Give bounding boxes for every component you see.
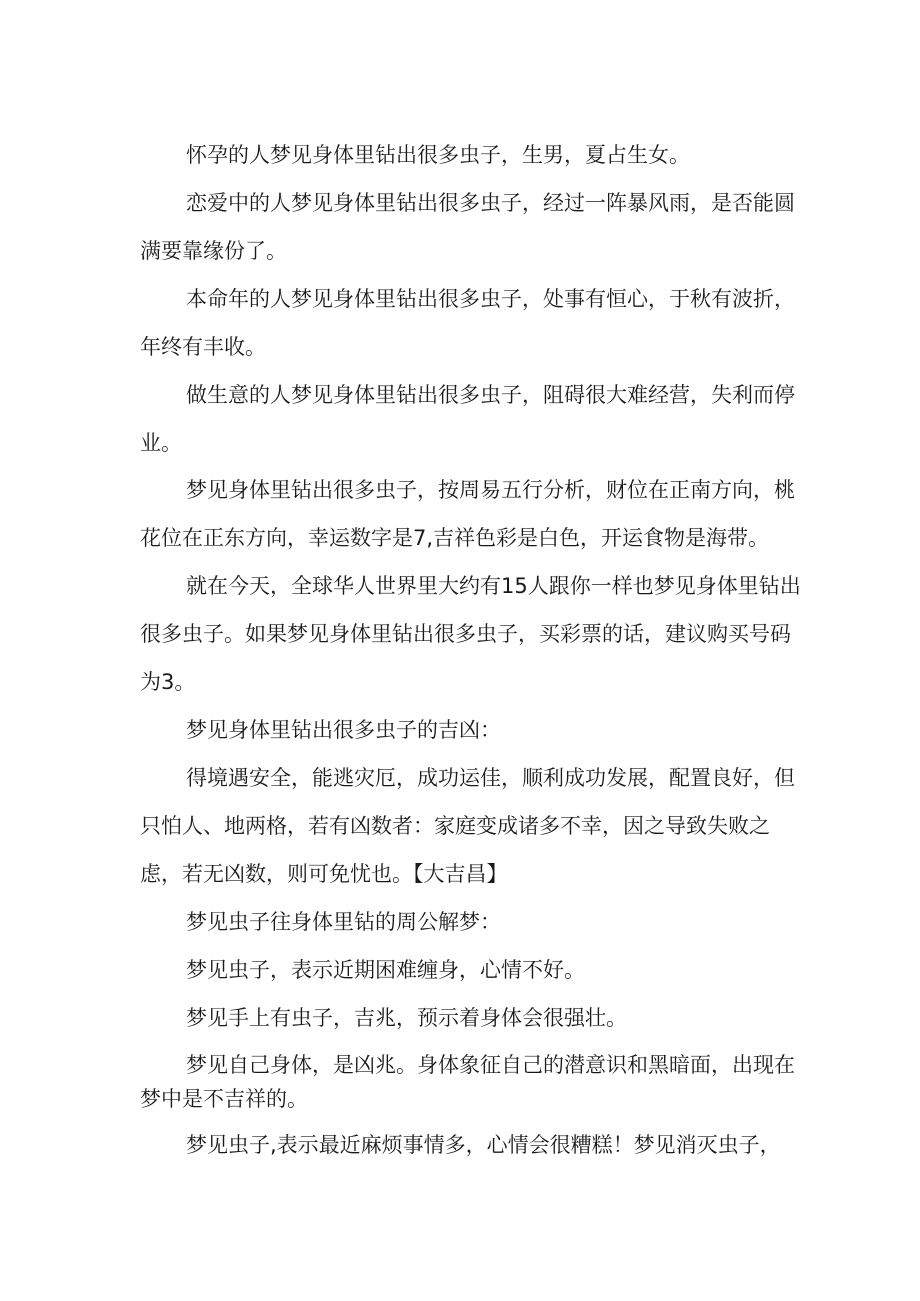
paragraph-bugs: 梦见虫子，表示近期困难缠身，心情不好。 [186,958,585,982]
heading-zhougong: 梦见虫子往身体里钻的周公解梦： [186,910,501,934]
paragraph-own-body: 梦见自己身体，是凶兆。身体象征自己的潜意识和黑暗面，出现在梦中是不吉祥的。 [140,1053,795,1111]
paragraph-pregnant: 怀孕的人梦见身体里钻出很多虫子，生男，夏占生女。 [186,143,690,167]
paragraph-five-elements: 梦见身体里钻出很多虫子，按周易五行分析，财位在正南方向，桃花位在正东方向，幸运数字是7,吉祥色彩是白色，开运食物是海带。 [140,478,795,550]
paragraph-lottery: 就在今天，全球华人世界里大约有15人跟你一样也梦见身体里钻出很多虫子。如果梦见身体里钻出很多虫子，买彩票的话，建议购买号码为3。 [140,574,801,694]
paragraph-zodiac-year: 本命年的人梦见身体里钻出很多虫子，处事有恒心，于秋有波折，年终有丰收。 [140,287,795,359]
heading-fortune: 梦见身体里钻出很多虫子的吉凶： [186,718,501,742]
paragraph-business: 做生意的人梦见身体里钻出很多虫子，阻碍很大难经营，失利而停业。 [140,383,795,455]
paragraph-bugs-on-hand: 梦见手上有虫子，吉兆，预示着身体会很强壮。 [186,1006,627,1030]
paragraph-bugs-trouble: 梦见虫子,表示最近麻烦事情多，心情会很糟糕！梦见消灭虫子， [186,1133,781,1157]
paragraph-fortune: 得境遇安全，能逃灾厄，成功运佳，顺利成功发展，配置良好，但只怕人、地两格，若有凶数者：家庭变成诸多不幸，因之导致失败之虑，若无凶数，则可免忧也。【大吉昌】 [140,766,795,886]
paragraph-in-love: 恋爱中的人梦见身体里钻出很多虫子，经过一阵暴风雨，是否能圆满要靠缘份了。 [140,191,795,263]
